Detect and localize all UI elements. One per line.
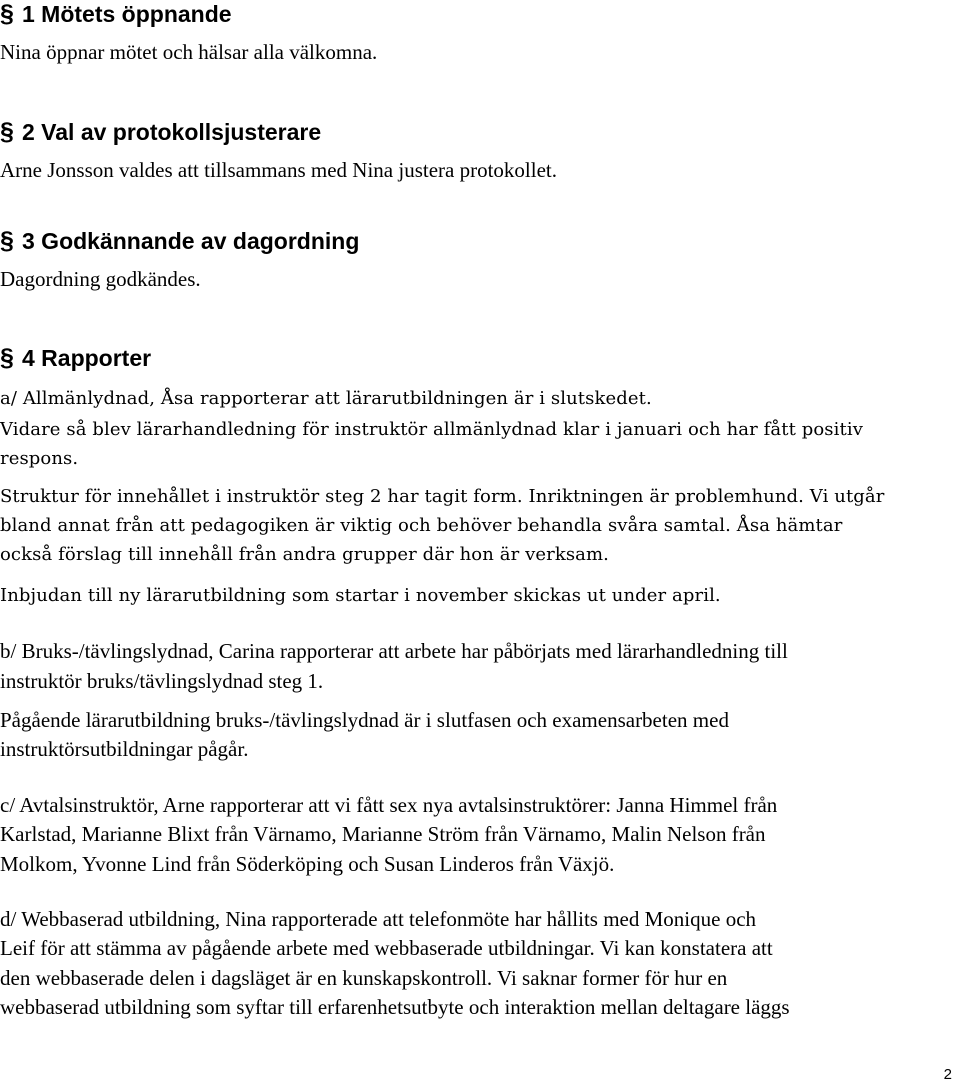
section-title: 2 Val av protokollsjusterare	[22, 119, 322, 145]
section-mark-icon: §	[0, 227, 14, 255]
body-line: a/ Allmänlydnad, Åsa rapporterar att lärarutbildningen är i slutskedet.	[0, 388, 652, 409]
body-line: b/ Bruks-/tävlingslydnad, Carina rapporterar att arbete har påbörjats med lärarhandledning till	[0, 639, 788, 663]
body-line: Molkom, Yvonne Lind från Söderköping och Susan Linderos från Växjö.	[0, 852, 615, 876]
body-line: webbaserad utbildning som syftar till erfarenhetsutbyte och interaktion mellan deltagare läggs	[0, 995, 790, 1019]
body-line: Nina öppnar mötet och hälsar alla välkomna.	[0, 40, 378, 64]
body-line: respons.	[0, 448, 79, 469]
body-line: d/ Webbaserad utbildning, Nina rapporterade att telefonmöte har hållits med Monique och	[0, 907, 757, 931]
section-title: 4 Rapporter	[22, 345, 152, 371]
body-line: också förslag till innehåll från andra grupper där hon är verksam.	[0, 544, 610, 565]
body-line: instruktör bruks/tävlingslydnad steg 1.	[0, 669, 324, 693]
body-line: c/ Avtalsinstruktör, Arne rapporterar att vi fått sex nya avtalsinstruktörer: Janna Himmel från	[0, 793, 778, 817]
section-heading-1	[0, 0, 232, 28]
section-mark-icon: §	[0, 0, 14, 28]
section-mark-icon: §	[0, 118, 14, 146]
body-line: Leif för att stämma av pågående arbete med webbaserade utbildningar. Vi kan konstatera att	[0, 936, 773, 960]
body-line: Karlstad, Marianne Blixt från Värnamo, Marianne Ström från Värnamo, Malin Nelson från	[0, 822, 766, 846]
body-line: Pågående lärarutbildning bruks-/tävlingslydnad är i slutfasen och examensarbeten med	[0, 708, 729, 732]
section-title: 1 Mötets öppnande	[22, 1, 232, 27]
body-line: instruktörsutbildningar pågår.	[0, 737, 249, 761]
body-line: bland annat från att pedagogiken är viktig och behöver behandla svåra samtal. Åsa hämtar	[0, 515, 843, 536]
body-line: Inbjudan till ny lärarutbildning som startar i november skickas ut under april.	[0, 585, 721, 606]
section-title: 3 Godkännande av dagordning	[22, 228, 360, 254]
body-line: Dagordning godkändes.	[0, 267, 201, 291]
section-heading-3	[0, 227, 359, 255]
section-heading-2	[0, 118, 321, 146]
body-line: Arne Jonsson valdes att tillsammans med Nina justera protokollet.	[0, 158, 557, 182]
page-number: 2	[943, 1066, 952, 1083]
body-line: Vidare så blev lärarhandledning för instruktör allmänlydnad klar i januari och har fått positiv	[0, 419, 863, 440]
body-line: den webbaserade delen i dagsläget är en kunskapskontroll. Vi saknar former för hur en	[0, 966, 728, 990]
section-heading-4	[0, 344, 151, 372]
section-mark-icon: §	[0, 344, 14, 372]
body-line: Struktur för innehållet i instruktör steg 2 har tagit form. Inriktningen är problemhund. Vi utgår	[0, 486, 885, 507]
